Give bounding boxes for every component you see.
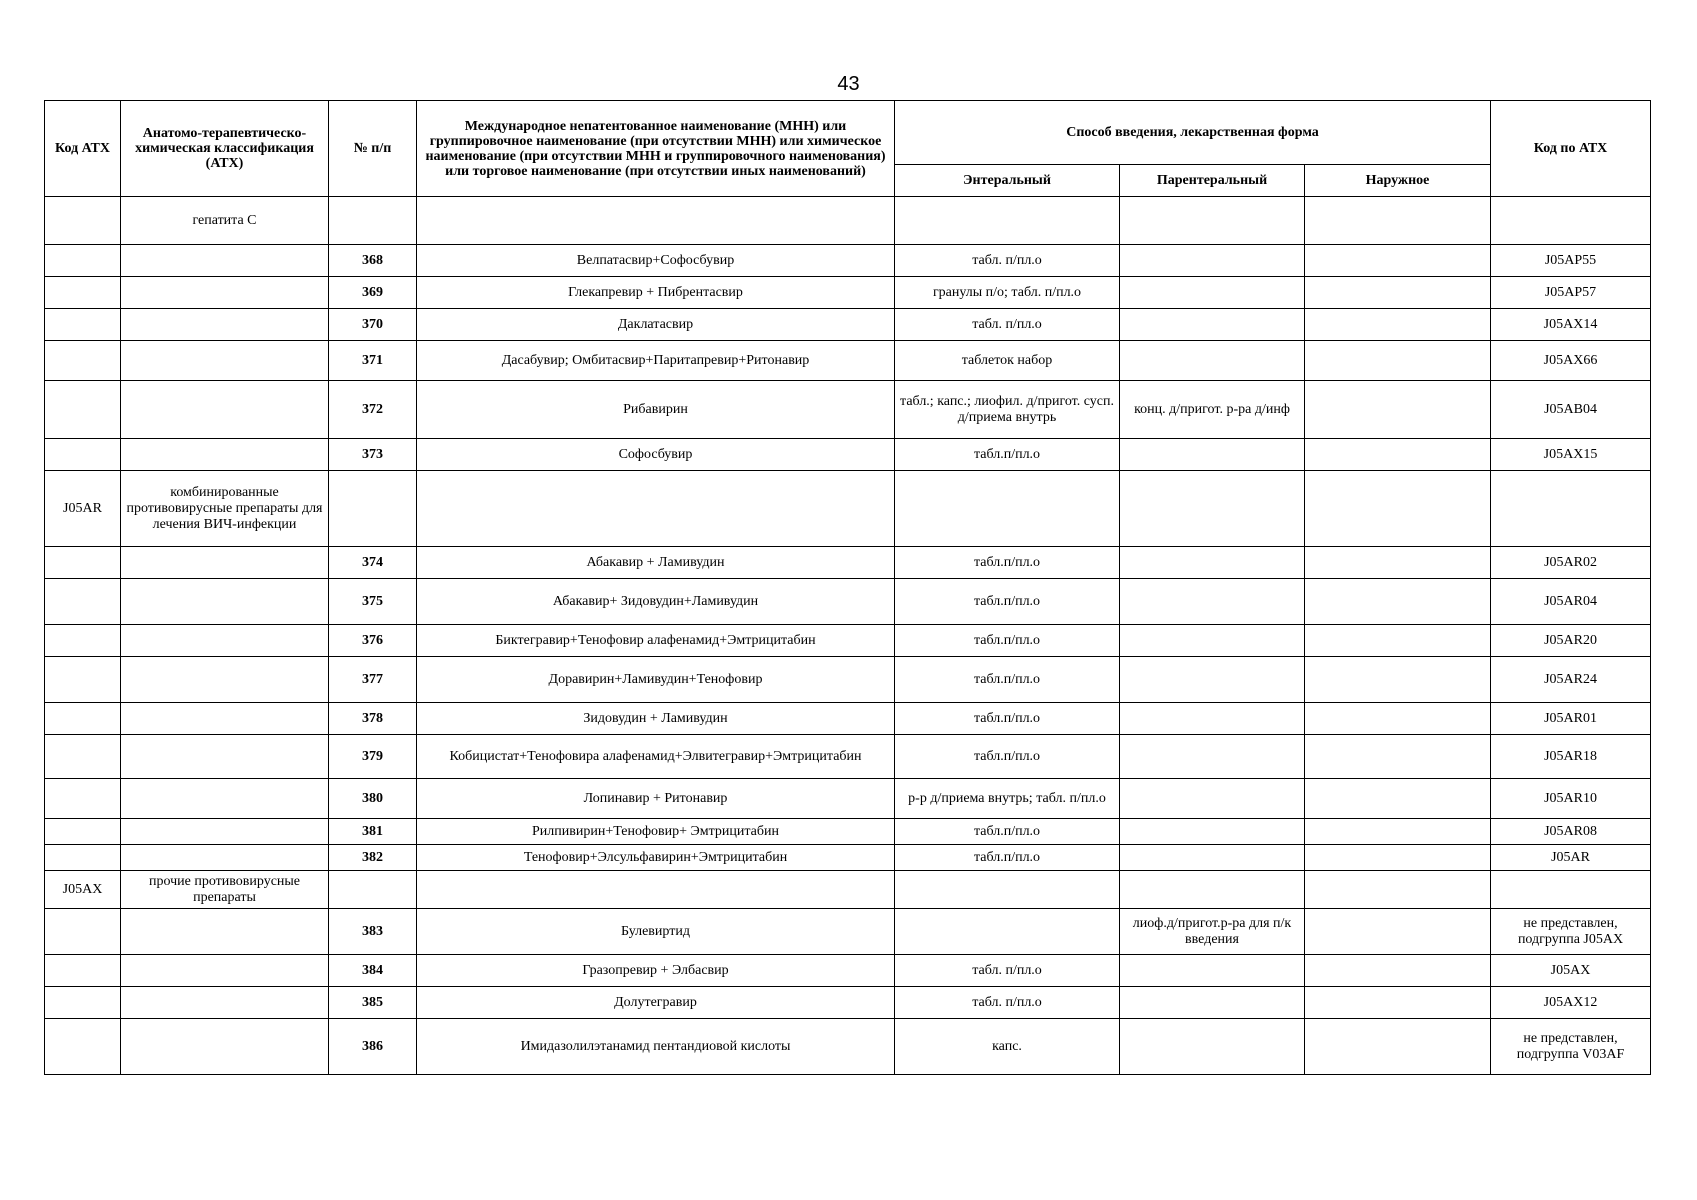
enteral-form-cell: табл.п/пл.о xyxy=(895,625,1120,657)
row-number-cell: 369 xyxy=(329,277,417,309)
enteral-form-cell: табл.п/пл.о xyxy=(895,579,1120,625)
drug-name-cell xyxy=(417,871,895,909)
table-row xyxy=(45,625,1651,657)
table-row xyxy=(45,547,1651,579)
enteral-form-cell xyxy=(895,871,1120,909)
atx-ref-cell: J05AR20 xyxy=(1491,625,1651,657)
classification-cell xyxy=(121,547,329,579)
atx-ref-cell: J05AX15 xyxy=(1491,439,1651,471)
row-number-cell: 370 xyxy=(329,309,417,341)
row-number-cell: 382 xyxy=(329,845,417,871)
header-enteral: Энтеральный xyxy=(895,165,1120,197)
header-external: Наружное xyxy=(1305,165,1491,197)
row-number-cell: 368 xyxy=(329,245,417,277)
drug-name-cell: Велпатасвир+Софосбувир xyxy=(417,245,895,277)
external-form-cell xyxy=(1305,245,1491,277)
parenteral-form-cell xyxy=(1120,871,1305,909)
classification-cell xyxy=(121,735,329,779)
external-form-cell xyxy=(1305,909,1491,955)
classification-cell xyxy=(121,341,329,381)
atx-code-cell xyxy=(45,845,121,871)
table-row xyxy=(45,277,1651,309)
row-number-cell: 381 xyxy=(329,819,417,845)
atx-ref-cell xyxy=(1491,471,1651,547)
row-number-cell: 386 xyxy=(329,1019,417,1075)
parenteral-form-cell xyxy=(1120,277,1305,309)
drug-name-cell xyxy=(417,471,895,547)
parenteral-form-cell xyxy=(1120,819,1305,845)
atx-ref-cell: J05AR08 xyxy=(1491,819,1651,845)
table-row xyxy=(45,779,1651,819)
drug-name-cell: Зидовудин + Ламивудин xyxy=(417,703,895,735)
external-form-cell xyxy=(1305,871,1491,909)
row-number-cell: 372 xyxy=(329,381,417,439)
drug-name-cell: Софосбувир xyxy=(417,439,895,471)
row-number-cell: 377 xyxy=(329,657,417,703)
external-form-cell xyxy=(1305,381,1491,439)
enteral-form-cell: р-р д/приема внутрь; табл. п/пл.о xyxy=(895,779,1120,819)
row-number-cell: 385 xyxy=(329,987,417,1019)
external-form-cell xyxy=(1305,657,1491,703)
row-number-cell xyxy=(329,197,417,245)
atx-code-cell xyxy=(45,1019,121,1075)
classification-cell xyxy=(121,779,329,819)
row-number-cell: 378 xyxy=(329,703,417,735)
atx-ref-cell: J05AR01 xyxy=(1491,703,1651,735)
enteral-form-cell: таблеток набор xyxy=(895,341,1120,381)
external-form-cell xyxy=(1305,955,1491,987)
external-form-cell xyxy=(1305,703,1491,735)
enteral-form-cell: табл.п/пл.о xyxy=(895,439,1120,471)
classification-cell xyxy=(121,845,329,871)
drug-name-cell: Рибавирин xyxy=(417,381,895,439)
atx-code-cell xyxy=(45,909,121,955)
drug-name-cell: Тенофовир+Элсульфавирин+Эмтрицитабин xyxy=(417,845,895,871)
atx-code-cell xyxy=(45,439,121,471)
atx-ref-cell: J05AR04 xyxy=(1491,579,1651,625)
drug-name-cell: Биктегравир+Тенофовир алафенамид+Эмтрицитабин xyxy=(417,625,895,657)
header-route-group: Способ введения, лекарственная форма xyxy=(895,101,1491,165)
external-form-cell xyxy=(1305,341,1491,381)
atx-ref-cell xyxy=(1491,197,1651,245)
parenteral-form-cell xyxy=(1120,735,1305,779)
parenteral-form-cell xyxy=(1120,579,1305,625)
classification-cell: комбинированные противовирусные препараты для лечения ВИЧ-инфекции xyxy=(121,471,329,547)
atx-ref-cell: J05AR10 xyxy=(1491,779,1651,819)
atx-ref-cell: J05AR18 xyxy=(1491,735,1651,779)
header-atx-ref: Код по АТХ xyxy=(1491,101,1651,197)
enteral-form-cell: табл.п/пл.о xyxy=(895,547,1120,579)
classification-cell xyxy=(121,987,329,1019)
table-row xyxy=(45,341,1651,381)
page-number: 43 xyxy=(837,73,860,95)
row-number-cell: 379 xyxy=(329,735,417,779)
header-parenteral: Парентеральный xyxy=(1120,165,1305,197)
atx-ref-cell: J05AX14 xyxy=(1491,309,1651,341)
parenteral-form-cell xyxy=(1120,471,1305,547)
classification-cell: прочие противовирусные препараты xyxy=(121,871,329,909)
atx-ref-cell: J05AP55 xyxy=(1491,245,1651,277)
enteral-form-cell: гранулы п/о; табл. п/пл.о xyxy=(895,277,1120,309)
parenteral-form-cell xyxy=(1120,547,1305,579)
atx-code-cell xyxy=(45,625,121,657)
row-number-cell: 384 xyxy=(329,955,417,987)
atx-ref-cell: J05AB04 xyxy=(1491,381,1651,439)
row-number-cell: 380 xyxy=(329,779,417,819)
atx-ref-cell: J05AR24 xyxy=(1491,657,1651,703)
table-row xyxy=(45,381,1651,439)
enteral-form-cell: табл.п/пл.о xyxy=(895,735,1120,779)
table-row xyxy=(45,955,1651,987)
table-row xyxy=(45,439,1651,471)
atx-ref-cell: J05AX12 xyxy=(1491,987,1651,1019)
classification-cell: гепатита С xyxy=(121,197,329,245)
table-row xyxy=(45,871,1651,909)
table-row xyxy=(45,471,1651,547)
parenteral-form-cell xyxy=(1120,987,1305,1019)
atx-code-cell xyxy=(45,381,121,439)
drug-name-cell: Булевиртид xyxy=(417,909,895,955)
drug-name-cell: Доравирин+Ламивудин+Тенофовир xyxy=(417,657,895,703)
drug-name-cell xyxy=(417,197,895,245)
atx-code-cell xyxy=(45,819,121,845)
row-number-cell: 375 xyxy=(329,579,417,625)
external-form-cell xyxy=(1305,439,1491,471)
atx-code-cell xyxy=(45,987,121,1019)
atx-code-cell: J05AR xyxy=(45,471,121,547)
enteral-form-cell: табл.п/пл.о xyxy=(895,657,1120,703)
header-classification: Анатомо-терапевтическо-химическая классификация (АТХ) xyxy=(121,101,329,197)
atx-code-cell xyxy=(45,779,121,819)
atx-ref-cell: J05AR xyxy=(1491,845,1651,871)
parenteral-form-cell xyxy=(1120,245,1305,277)
table-row xyxy=(45,579,1651,625)
drug-name-cell: Абакавир+ Зидовудин+Ламивудин xyxy=(417,579,895,625)
parenteral-form-cell xyxy=(1120,779,1305,819)
row-number-cell xyxy=(329,471,417,547)
atx-ref-cell xyxy=(1491,871,1651,909)
external-form-cell xyxy=(1305,579,1491,625)
table-row xyxy=(45,309,1651,341)
parenteral-form-cell xyxy=(1120,657,1305,703)
table-row xyxy=(45,703,1651,735)
external-form-cell xyxy=(1305,1019,1491,1075)
drug-name-cell: Кобицистат+Тенофовира алафенамид+Элвитегравир+Эмтрицитабин xyxy=(417,735,895,779)
header-atx-code: Код АТХ xyxy=(45,101,121,197)
classification-cell xyxy=(121,657,329,703)
external-form-cell xyxy=(1305,735,1491,779)
table-body xyxy=(45,197,1651,1075)
classification-cell xyxy=(121,381,329,439)
drug-name-cell: Даклатасвир xyxy=(417,309,895,341)
row-number-cell: 376 xyxy=(329,625,417,657)
table-row xyxy=(45,987,1651,1019)
drug-name-cell: Глекапревир + Пибрентасвир xyxy=(417,277,895,309)
enteral-form-cell: табл. п/пл.о xyxy=(895,309,1120,341)
row-number-cell: 374 xyxy=(329,547,417,579)
external-form-cell xyxy=(1305,277,1491,309)
row-number-cell: 371 xyxy=(329,341,417,381)
atx-code-cell: J05AX xyxy=(45,871,121,909)
atx-ref-cell: не представлен, подгруппа J05AX xyxy=(1491,909,1651,955)
table-row xyxy=(45,819,1651,845)
row-number-cell: 373 xyxy=(329,439,417,471)
atx-ref-cell: J05AX66 xyxy=(1491,341,1651,381)
enteral-form-cell xyxy=(895,471,1120,547)
parenteral-form-cell xyxy=(1120,625,1305,657)
table-row xyxy=(45,197,1651,245)
atx-code-cell xyxy=(45,341,121,381)
drug-name-cell: Имидазолилэтанамид пентандиовой кислоты xyxy=(417,1019,895,1075)
enteral-form-cell: капс. xyxy=(895,1019,1120,1075)
external-form-cell xyxy=(1305,845,1491,871)
atx-ref-cell: J05AR02 xyxy=(1491,547,1651,579)
enteral-form-cell: табл. п/пл.о xyxy=(895,955,1120,987)
table-row xyxy=(45,245,1651,277)
atx-code-cell xyxy=(45,547,121,579)
external-form-cell xyxy=(1305,779,1491,819)
atx-ref-cell: J05AP57 xyxy=(1491,277,1651,309)
drug-name-cell: Гразопревир + Элбасвир xyxy=(417,955,895,987)
classification-cell xyxy=(121,625,329,657)
enteral-form-cell: табл. п/пл.о xyxy=(895,987,1120,1019)
enteral-form-cell: табл.; капс.; лиофил. д/пригот. сусп. д/приема внутрь xyxy=(895,381,1120,439)
parenteral-form-cell xyxy=(1120,309,1305,341)
classification-cell xyxy=(121,909,329,955)
classification-cell xyxy=(121,439,329,471)
drug-name-cell: Рилпивирин+Тенофовир+ Эмтрицитабин xyxy=(417,819,895,845)
table-row xyxy=(45,909,1651,955)
classification-cell xyxy=(121,955,329,987)
enteral-form-cell: табл.п/пл.о xyxy=(895,703,1120,735)
atx-code-cell xyxy=(45,579,121,625)
atx-code-cell xyxy=(45,703,121,735)
parenteral-form-cell xyxy=(1120,341,1305,381)
atx-code-cell xyxy=(45,735,121,779)
parenteral-form-cell: конц. д/пригот. р-ра д/инф xyxy=(1120,381,1305,439)
atx-code-cell xyxy=(45,657,121,703)
classification-cell xyxy=(121,245,329,277)
atx-code-cell xyxy=(45,277,121,309)
parenteral-form-cell xyxy=(1120,703,1305,735)
parenteral-form-cell xyxy=(1120,439,1305,471)
table-row xyxy=(45,845,1651,871)
classification-cell xyxy=(121,277,329,309)
enteral-form-cell xyxy=(895,197,1120,245)
atx-code-cell xyxy=(45,197,121,245)
table-row xyxy=(45,735,1651,779)
drug-name-cell: Лопинавир + Ритонавир xyxy=(417,779,895,819)
external-form-cell xyxy=(1305,471,1491,547)
external-form-cell xyxy=(1305,819,1491,845)
external-form-cell xyxy=(1305,309,1491,341)
atx-code-cell xyxy=(45,309,121,341)
atx-code-cell xyxy=(45,955,121,987)
parenteral-form-cell: лиоф.д/пригот.р-ра для п/к введения xyxy=(1120,909,1305,955)
parenteral-form-cell xyxy=(1120,955,1305,987)
table-row xyxy=(45,1019,1651,1075)
parenteral-form-cell xyxy=(1120,845,1305,871)
header-number: № п/п xyxy=(329,101,417,197)
header-name: Международное непатентованное наименование (МНН) или группировочное наименование (при отсутствии МНН) или химическое наименование (при отсутствии МНН и группировочного наименования) или торговое наименование (при отсутствии иных наименований) xyxy=(417,101,895,197)
row-number-cell xyxy=(329,871,417,909)
enteral-form-cell: табл. п/пл.о xyxy=(895,245,1120,277)
drug-table xyxy=(44,100,1651,1075)
external-form-cell xyxy=(1305,547,1491,579)
table-row xyxy=(45,657,1651,703)
classification-cell xyxy=(121,1019,329,1075)
atx-code-cell xyxy=(45,245,121,277)
drug-name-cell: Абакавир + Ламивудин xyxy=(417,547,895,579)
drug-name-cell: Долутегравир xyxy=(417,987,895,1019)
enteral-form-cell: табл.п/пл.о xyxy=(895,819,1120,845)
classification-cell xyxy=(121,579,329,625)
drug-name-cell: Дасабувир; Омбитасвир+Паритапревир+Ритонавир xyxy=(417,341,895,381)
atx-ref-cell: J05AX xyxy=(1491,955,1651,987)
classification-cell xyxy=(121,703,329,735)
enteral-form-cell xyxy=(895,909,1120,955)
external-form-cell xyxy=(1305,987,1491,1019)
row-number-cell: 383 xyxy=(329,909,417,955)
classification-cell xyxy=(121,819,329,845)
parenteral-form-cell xyxy=(1120,1019,1305,1075)
external-form-cell xyxy=(1305,625,1491,657)
atx-ref-cell: не представлен, подгруппа V03AF xyxy=(1491,1019,1651,1075)
external-form-cell xyxy=(1305,197,1491,245)
parenteral-form-cell xyxy=(1120,197,1305,245)
enteral-form-cell: табл.п/пл.о xyxy=(895,845,1120,871)
classification-cell xyxy=(121,309,329,341)
